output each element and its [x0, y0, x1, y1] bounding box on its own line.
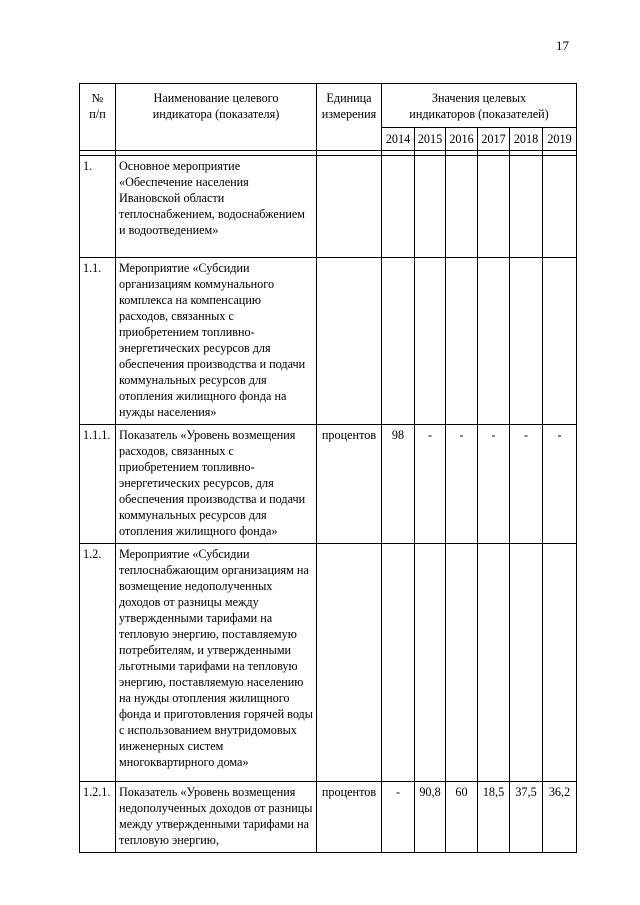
row-value [543, 258, 577, 425]
row-value [446, 544, 478, 782]
row-value: - [478, 425, 510, 544]
year-cell: 2014 [382, 128, 415, 151]
row-value: - [510, 425, 543, 544]
header-num: № п/п [80, 84, 116, 151]
row-value [446, 258, 478, 425]
row-value [415, 544, 446, 782]
row-num: 1.1. [80, 258, 116, 425]
year-cell: 2015 [415, 128, 446, 151]
year-cell: 2019 [543, 128, 577, 151]
row-unit [317, 544, 382, 782]
table-row [80, 544, 577, 782]
header-name: Наименование целевого индикатора (показателя) [116, 84, 317, 151]
year-cell: 2016 [446, 128, 478, 151]
row-value: 90,8 [415, 782, 446, 853]
row-unit: процентов [317, 425, 382, 544]
header-row [80, 84, 577, 128]
header-values: Значения целевых индикаторов (показателей) [382, 84, 577, 128]
header-unit: Единица измерения [317, 84, 382, 151]
row-unit [317, 156, 382, 258]
row-value [543, 544, 577, 782]
indicators-table [79, 83, 577, 853]
row-value: - [415, 425, 446, 544]
row-unit [317, 258, 382, 425]
row-value [415, 258, 446, 425]
table-row [80, 782, 577, 853]
row-value [478, 544, 510, 782]
row-name: Показатель «Уровень возмещения расходов, связанных с приобретением топливно-энергетических ресурсов, для обеспечения производства и подачи коммунальных ресурсов для отопления жилищного фонда» [116, 425, 317, 544]
table-row [80, 258, 577, 425]
table-row [80, 156, 577, 258]
row-value [446, 156, 478, 258]
row-value [478, 156, 510, 258]
row-name: Мероприятие «Субсидии организациям коммунального комплекса на компенсацию расходов, связанных с приобретением топливно-энергетических ресурсов для обеспечения производства и подачи коммунальных ресурсов для отопления жилищного фонда на нужды населения» [116, 258, 317, 425]
table-row [80, 425, 577, 544]
year-cell: 2017 [478, 128, 510, 151]
row-value [478, 258, 510, 425]
row-name: Основное мероприятие «Обеспечение населения Ивановской области теплоснабжением, водоснабжением и водоотведением» [116, 156, 317, 258]
row-value: 60 [446, 782, 478, 853]
row-name: Показатель «Уровень возмещения недополученных доходов от разницы между утвержденными тарифами на тепловую энергию, [116, 782, 317, 853]
row-value [510, 544, 543, 782]
row-num: 1.2. [80, 544, 116, 782]
row-value: 36,2 [543, 782, 577, 853]
row-value [382, 258, 415, 425]
row-value: - [382, 782, 415, 853]
row-value [510, 156, 543, 258]
row-value [543, 156, 577, 258]
row-value [415, 156, 446, 258]
row-value: 37,5 [510, 782, 543, 853]
row-value: - [446, 425, 478, 544]
row-num: 1. [80, 156, 116, 258]
row-value: - [543, 425, 577, 544]
row-value [382, 156, 415, 258]
row-value: 98 [382, 425, 415, 544]
row-value [510, 258, 543, 425]
row-num: 1.1.1. [80, 425, 116, 544]
page-number: 17 [556, 38, 569, 53]
row-unit: процентов [317, 782, 382, 853]
row-name: Мероприятие «Субсидии теплоснабжающим организациям на возмещение недополученных доходов от разницы между утвержденными тарифами на тепловую энергию, поставляемую потребителям, и утвержденными льготными тарифами на тепловую энергию, поставляемую населению на нужды отопления жилищного фонда и приготовления горячей воды с использованием внутридомовых инженерных систем многоквартирного дома» [116, 544, 317, 782]
year-cell: 2018 [510, 128, 543, 151]
row-value: 18,5 [478, 782, 510, 853]
row-num: 1.2.1. [80, 782, 116, 853]
row-value [382, 544, 415, 782]
